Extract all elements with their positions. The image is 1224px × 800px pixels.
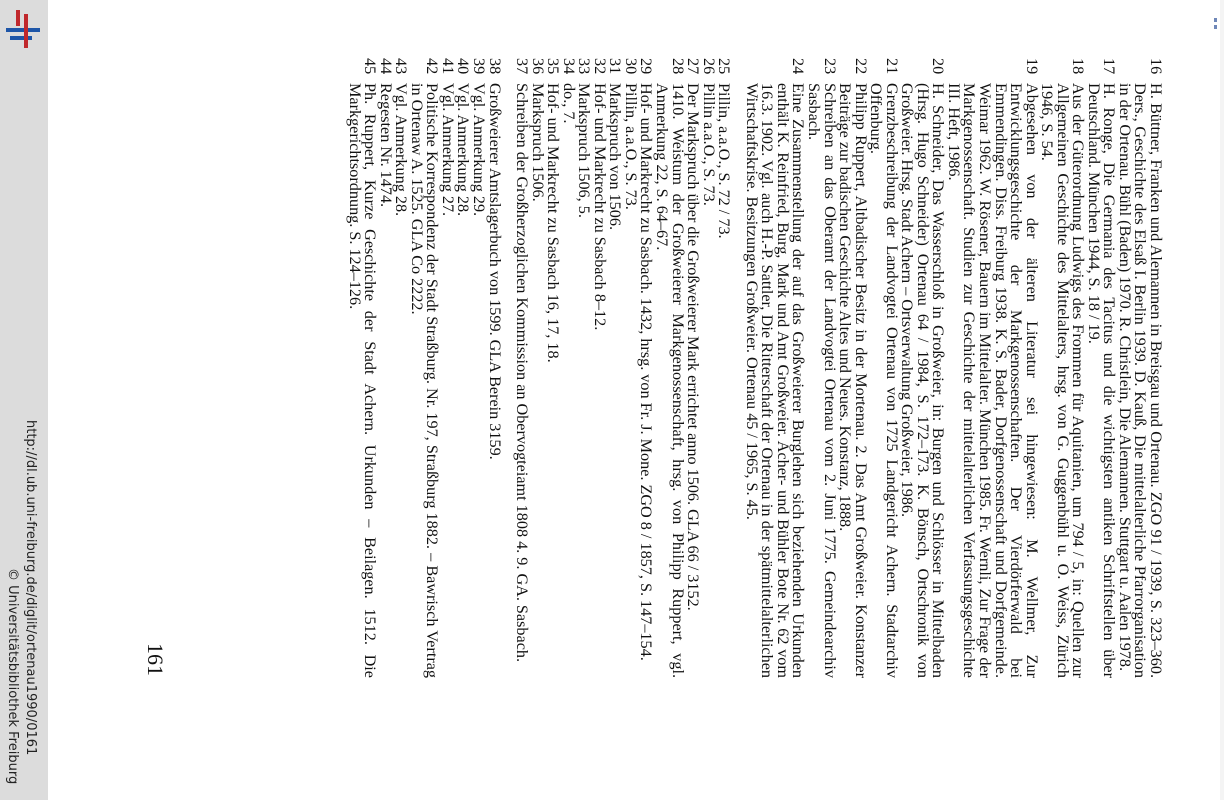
- footnote-item: [529, 58, 545, 678]
- footnote-item: [455, 58, 471, 678]
- footnote-number: 20: [929, 58, 948, 75]
- footnote-item: [1116, 58, 1163, 678]
- footnote-text: Markspruch von 1506.: [606, 83, 625, 231]
- footnote-item: [545, 58, 561, 678]
- page-number: 161: [143, 643, 168, 676]
- footnote-number: 36: [528, 58, 547, 75]
- footnote-text: Vgl. Anmerkung 28.: [392, 83, 411, 217]
- footnote-number: 21: [882, 58, 901, 75]
- footnote-text: Pillin a.a.O., S. 73.: [699, 83, 718, 206]
- footnote-text: Pillin, a.a.O., S. 73.: [621, 83, 640, 210]
- footnote-item: [899, 58, 946, 678]
- footnote-text: Vgl. Anmerkung 28.: [454, 83, 473, 217]
- footnote-number: 17: [1100, 58, 1119, 75]
- scanned-page: [48, 0, 1220, 800]
- footnote-text: Pillin, a.a.O., S. 72 / 73.: [715, 83, 734, 239]
- list-spacer: [731, 58, 743, 678]
- footnote-text: Schreiben der Großherzoglichen Kommission an Obervogteiamt 1808 4. 9. GA. Sasbach.: [513, 83, 532, 663]
- footnote-number: 45: [361, 58, 380, 75]
- footnote-item: [591, 58, 607, 678]
- footnote-item: [393, 58, 409, 678]
- footnote-number: 24: [789, 58, 808, 75]
- footnote-text: Schreiben an das Oberamt der Landvogtei Ortenau vom 2. Juni 1775. Gemeindearchiv Sasbach.: [804, 83, 839, 678]
- footnote-text: Regesten Nr. 1474.: [376, 83, 395, 208]
- footnote-item: [576, 58, 592, 678]
- footnote-number: 16: [1147, 58, 1165, 75]
- footnote-text: do., 7.: [559, 83, 578, 124]
- footnote-text: H. Ronge, Die Germania des Tacitus und die wichtigsten antiken Schriftstellen über Deutschland. München 1944, S. 18 / 19.: [1084, 83, 1119, 678]
- footnote-text: H. Büttner, Franken und Alemannen in Breisgau und Ortenau. ZGO 91 / 1939, S. 323–360. Ders., Geschichte des Elsaß I. Berlin 1939. D. Kauß, Die mittelalterliche Pfarrorganisation in der Ortenau. Bühl (Baden) 1970. R. Christlein, Die Alemannen. Stuttgart u. Aalen 1978.: [1115, 83, 1165, 678]
- footnote-number: 35: [544, 58, 563, 75]
- footnote-number: 28: [668, 58, 687, 75]
- page-content-rotated: [98, 58, 1163, 678]
- footnote-text: Abgesehen von der älteren Literatur sei hingewiesen: M. Wellmer, Zur Entwicklungsgeschichte der Markgenossenschaften. Der Vierdörferwald bei Emmendingen. Diss. Freiburg 1938. K. S. Bader, Dorfgenossenschaft und Dorfgemeinde. Weimar 1962. W. Rösener, Bauern im Mittelalter. München 1985. Fr. Wernli, Zur Frage der Markgenossenschaft. Studien zur Geschichte der mittelalterlichen Verfassungsgeschichte III. Heft, 1986.: [944, 83, 1041, 678]
- footnote-item: [742, 58, 808, 678]
- footnote-item: [622, 58, 638, 678]
- footnote-number: 39: [470, 58, 489, 75]
- footnote-number: 29: [637, 58, 656, 75]
- footnote-item: [377, 58, 393, 678]
- footnote-number: 34: [559, 58, 578, 75]
- footnote-number: 38: [485, 58, 504, 75]
- document-url[interactable]: http://dl.ub.uni-freiburg.de/diglit/ortenau1990/0161: [23, 420, 38, 756]
- footnote-item: [716, 58, 732, 678]
- footnote-item: [700, 58, 716, 678]
- footnote-item: [944, 58, 1041, 678]
- footnote-item: [439, 58, 455, 678]
- footnote-number: 26: [699, 58, 718, 75]
- footnote-number: 41: [438, 58, 457, 75]
- footnote-text: Vgl. Anmerkung 27.: [438, 83, 457, 217]
- footnote-item: [868, 58, 899, 678]
- footnote-number: 37: [513, 58, 532, 75]
- footnote-text: Philipp Ruppert, Altbadischer Besitz in der Mortenau. 2. Das Amt Großweier. Konstanzer Beiträge zur badischen Geschichte Altes und Neues. Konstanz, 1888.: [836, 83, 870, 678]
- footnote-item: [1084, 58, 1119, 678]
- footnote-number: 40: [454, 58, 473, 75]
- footnote-item: [560, 58, 576, 678]
- footnote-item: [407, 58, 442, 678]
- footnote-text: Markspruch 1506, 5.: [575, 83, 594, 218]
- footnote-item: [607, 58, 623, 678]
- footnote-number: 22: [851, 58, 870, 75]
- footnote-text: Hof- und Markrecht zu Sasbach. 1432, hrsg. von Fr. J. Mone. ZGO 8 / 1857, S. 147–154.: [637, 83, 656, 661]
- footnote-list: [346, 58, 1163, 678]
- footnote-item: [470, 58, 489, 678]
- footnote-text: Hof- und Markrecht zu Sasbach 16, 17, 18.: [544, 83, 563, 363]
- footnote-number: 33: [575, 58, 594, 75]
- footnote-number: 31: [606, 58, 625, 75]
- footnote-text: Hof- und Markrecht zu Sasbach 8–12.: [590, 83, 609, 331]
- footnote-item: [804, 58, 839, 678]
- footnote-number: 25: [715, 58, 734, 75]
- footnote-item: [486, 58, 502, 678]
- footnote-number: 19: [1022, 58, 1041, 75]
- footnote-text: 1410. Weistum der Großweierer Markgenossenschaft, hrsg. von Philipp Ruppert, vgl. Anmerkung 22, S. 64–67.: [653, 83, 687, 678]
- footnote-number: 43: [392, 58, 411, 75]
- footnote-text: H. Schneider, Das Wasserschloß in Großweier, in: Burgen und Schlösser in Mittelbaden (Hrsg. Hugo Schneider) Ortenau 64 / 1984, S. 172–173. K. Bönsch, Ortschronik von Großweier. Hrsg. Stadt Achern – Ortsverwaltung Großweier, 1986.: [898, 83, 948, 678]
- footnote-text: Eine Zusammenstellung der auf das Großweierer Burglehen sich beziehenden Urkunden enthält K. Reinfried, Burg, Mark und Amt Großweier. Acher- und Bühler Bote Nr. 62 vom 16.3. 1902. Vgl. auch H.-P. Sattler, Die Ritterschaft der Ortenau in der spätmittelalterlichen Wirtschaftskrise. Besitzungen Großweier. Ortenau 45 / 1965, S. 45.: [742, 83, 808, 678]
- footnote-item: [837, 58, 868, 678]
- footnote-number: 44: [376, 58, 395, 75]
- footnote-item: [685, 58, 701, 678]
- footnote-number: 42: [423, 58, 442, 75]
- footnote-item: [638, 58, 654, 678]
- footnote-number: 18: [1069, 58, 1088, 75]
- edge-marker-icon: [1214, 18, 1217, 40]
- viewer-sidebar: [0, 0, 48, 800]
- footnote-text: Markspruch 1506.: [528, 83, 547, 202]
- footnote-text: Vgl. Anmerkung 29.: [470, 83, 489, 217]
- footnote-number: 27: [684, 58, 703, 75]
- footnote-item: [654, 58, 685, 678]
- footnote-text: Aus der Güterordnung Ludwigs des Frommen für Aquitanien, um 794 / 5, in: Quellen zur Allgemeinen Geschichte des Mittelalters, hrsg. von G. Guggenbühl u. O. Weiss, Zürich 1946, S. 54.: [1038, 83, 1088, 678]
- footnote-text: Ph. Ruppert, Kurze Geschichte der Stadt Achern. Urkunden – Beilagen. 1512. Die Markgerichtsordnung. S. 124–126.: [345, 83, 380, 678]
- footnote-number: 32: [590, 58, 609, 75]
- footnote-text: Grenzbeschreibung der Landvogtei Ortenau von 1725 Landgericht Achern. Stadtarchiv Offenburg.: [867, 83, 901, 678]
- footnote-item: [345, 58, 380, 678]
- copyright-notice: © Universitätsbibliothek Freiburg: [5, 568, 20, 785]
- footnote-item: [1039, 58, 1086, 678]
- footnote-text: Politische Korrespondenz der Stadt Straßburg. Nr. 197, Straßburg 1882. – Bawrisch Vertrag in Ortenaw A. 1525. GLA Co 2222.: [407, 83, 442, 678]
- footnote-number: 30: [621, 58, 640, 75]
- footnote-text: Der Markspruch über die Großweierer Mark errichtet anno 1506. GLA 66 / 3152.: [684, 83, 703, 611]
- footnote-number: 23: [820, 58, 839, 75]
- library-logo-icon: [6, 10, 40, 50]
- footnote-text: Großweierer Amtslagerbuch von 1599. GLA Berein 3159.: [485, 83, 504, 460]
- footnote-item: [514, 58, 530, 678]
